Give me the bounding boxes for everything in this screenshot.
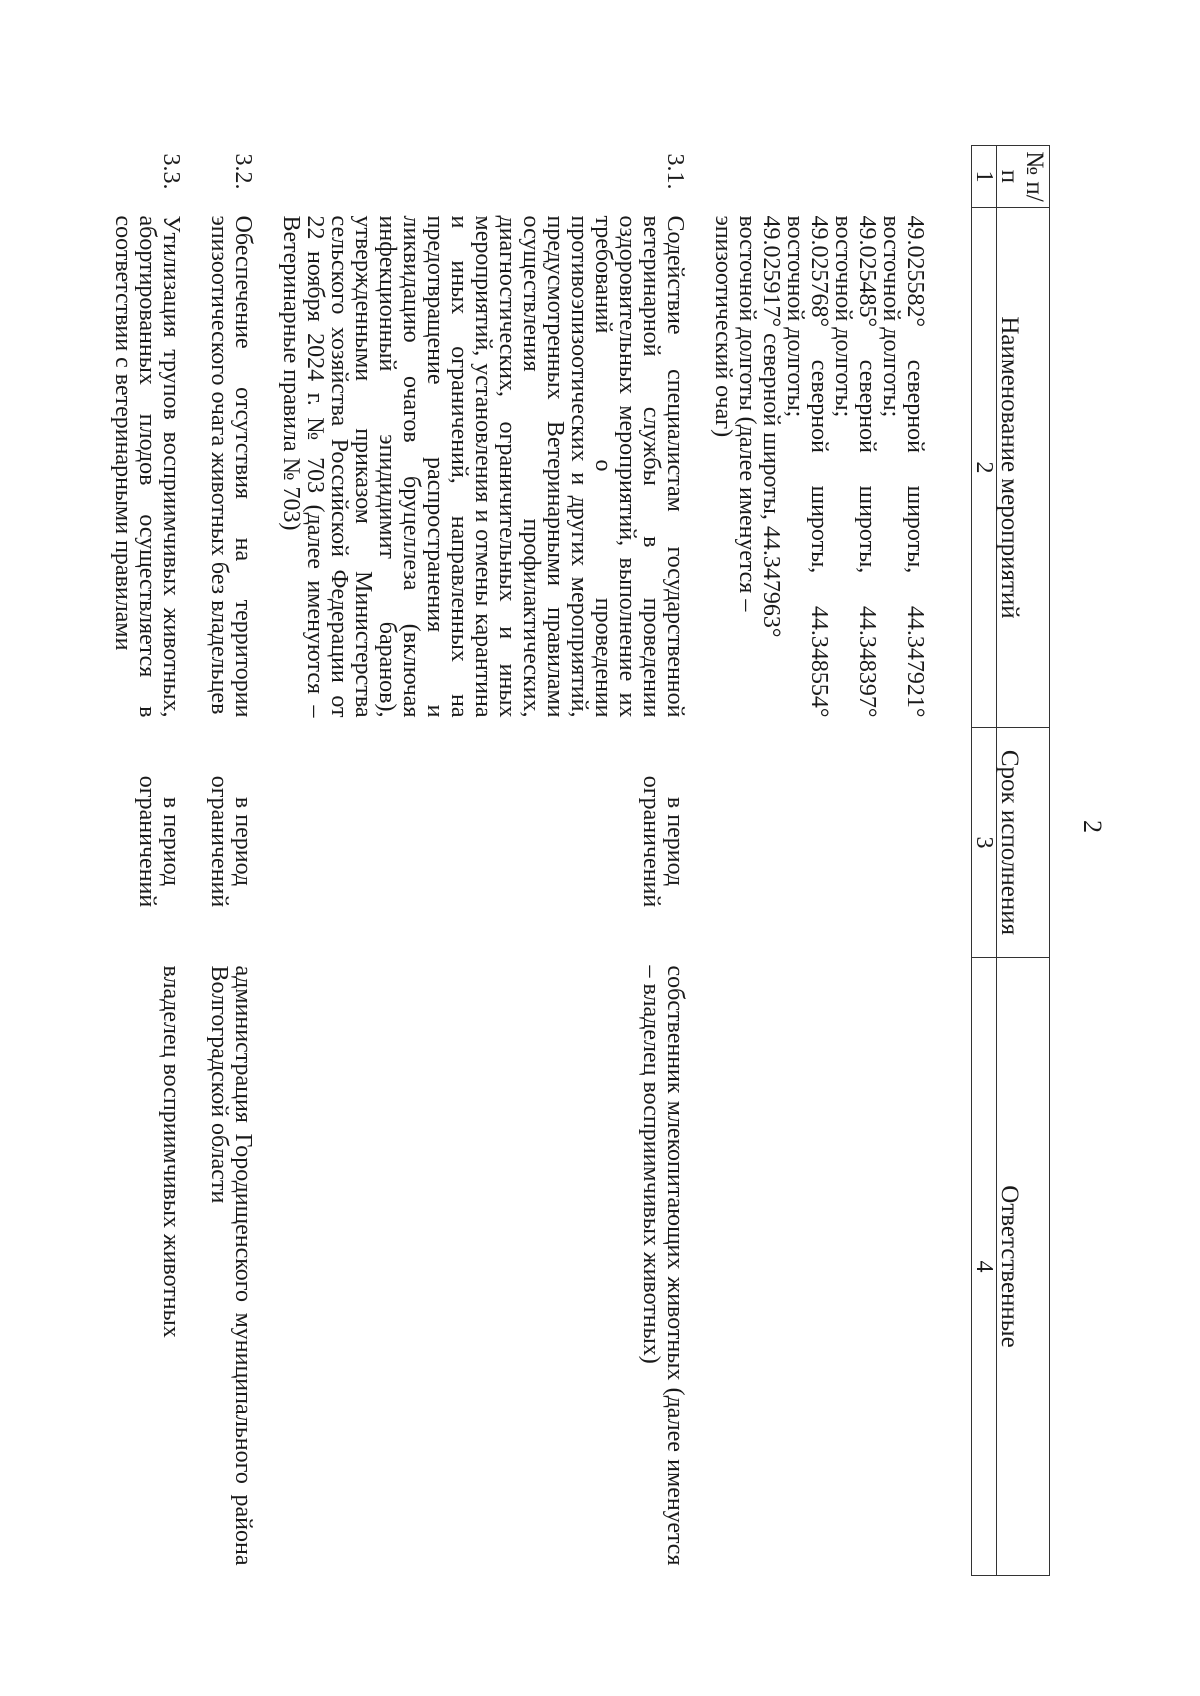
measures-table [111,145,1050,1576]
measure-text: Содействие специалистам государственной ветеринарной службы в проведении оздоровительных мероприятий, выполнение их требований о проведении противоэпизоотических и других мероприятий, предусмотренных Ветеринарными правилами осуществления профилактических, диагностических, ограничительных и иных мероприятий, установления и отмены карантина и иных ограничений, направленных на предотвращение распространения и ликвидацию очагов бруцеллеза (включая инфекционный эпидидимит баранов), утвержденными приказом Министерства сельского хозяйства Российской Федерации от 22 ноября 2024 г. № 703 (далее именуются – Ветеринарные правила № 703) [278,215,688,718]
column-number: 2 [972,208,997,728]
header-measures: Наименование мероприятий [997,208,1050,728]
header-responsible: Ответственные [997,958,1050,1576]
table-row [207,146,279,1576]
header-number: № п/п [997,146,1050,208]
measure-text: Обеспечение отсутствия на территории эпизоотического очага животных без владельцев [206,215,256,718]
page-number: 2 [1078,820,1107,833]
table-row [279,146,711,1576]
measure-text: Утилизация трупов восприимчивых животных, абортированных плодов осуществляется в соответствии с ветеринарными правилами [110,215,184,718]
deadline-text: в период ограничений [134,775,184,908]
row-number: 3.1. [662,153,688,190]
table-header-row [997,146,1050,1576]
header-deadline: Срок исполнения [997,728,1050,958]
deadline-text: в период ограничений [638,775,688,908]
responsible-text: владелец восприимчивых животных [158,965,184,1338]
table-row [111,146,207,1576]
row-number: 3.3. [158,153,184,190]
column-number: 3 [972,728,997,958]
column-number: 1 [972,146,997,208]
row-number: 3.2. [230,153,256,190]
column-numbers-row [972,146,997,1576]
column-number: 4 [972,958,997,1576]
responsible-text: собственник млекопитающих животных (далее именуется – владелец восприимчивых животных) [638,965,688,1566]
responsible-text: администрация Городищенского муниципального района Волгоградской области [206,965,256,1566]
coordinates-text: 49.025582° северной широты, 44.347921° восточной долготы; 49.025485° северной широты, 44.348397° восточной долготы; 49.025768° северной широты, 44.348554° восточной долготы; 49.025917° северной широты, 44.347963° восточной долготы (далее именуется – эпизоотический очаг) [710,215,928,718]
table-row [711,146,972,1576]
deadline-text: в период ограничений [206,775,256,908]
